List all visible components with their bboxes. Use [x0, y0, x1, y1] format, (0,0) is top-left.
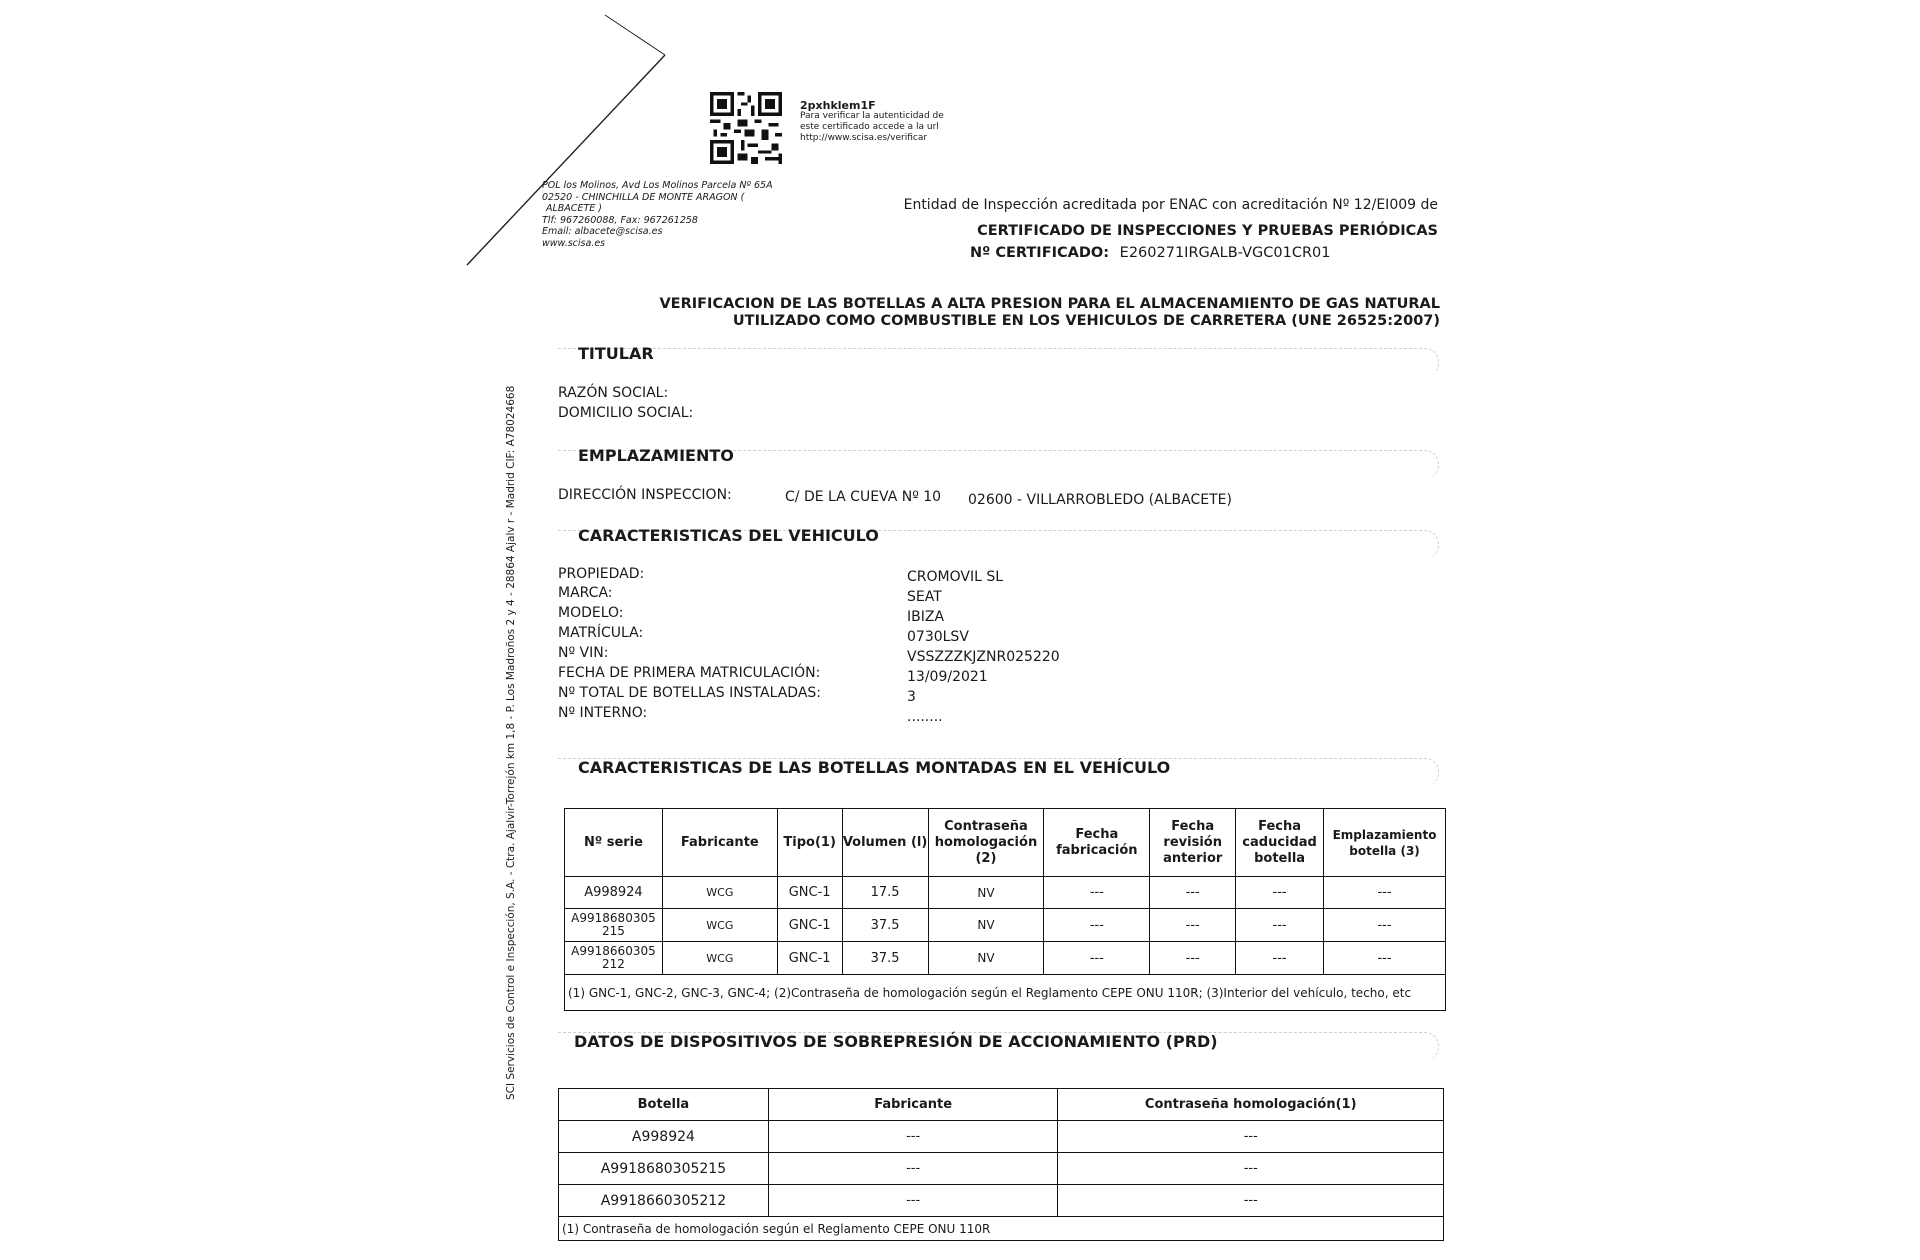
table-note-row — [559, 1217, 1444, 1241]
column-header: Fecha fabricación — [1044, 809, 1150, 877]
table-cell: A9918660305 212 — [565, 942, 663, 975]
table-cell: --- — [1150, 909, 1236, 942]
table-cell: GNC-1 — [777, 877, 842, 909]
table-cell: --- — [1044, 877, 1150, 909]
table-row — [565, 877, 1446, 909]
table-cell: A998924 — [565, 877, 663, 909]
table-cell: A9918680305215 — [559, 1153, 769, 1185]
vehicle-value: VSSZZZKJZNR025220 — [907, 649, 1060, 665]
table-cell: --- — [1324, 877, 1446, 909]
address-website[interactable]: www.scisa.es — [542, 237, 606, 249]
table-row — [565, 909, 1446, 942]
table-row — [559, 1121, 1444, 1153]
certificate-number: E260271IRGALB-VGC01CR01 — [1119, 245, 1331, 261]
vehicle-label: Nº VIN: — [558, 645, 609, 661]
vehicle-label: Nº INTERNO: — [558, 705, 648, 721]
razon-social-label: RAZÓN SOCIAL: — [558, 385, 669, 401]
section-titular-heading: TITULAR — [578, 344, 654, 363]
direccion-street: C/ DE LA CUEVA Nº 10 — [785, 489, 942, 505]
section-emplazamiento-heading: EMPLAZAMIENTO — [578, 446, 734, 465]
document-title — [560, 296, 1440, 330]
vehicle-value: 0730LSV — [907, 629, 969, 645]
vehicle-value: 3 — [907, 689, 916, 705]
prd-table — [558, 1088, 1444, 1241]
vehicle-value: ........ — [907, 709, 943, 725]
table-footnote: (1) GNC-1, GNC-2, GNC-3, GNC-4; (2)Contraseña de homologación según el Reglamento CEPE ONU 110R; (3)Interior del vehículo, techo, etc — [565, 975, 1446, 1011]
vehicle-label: FECHA DE PRIMERA MATRICULACIÓN: — [558, 665, 821, 681]
address-email[interactable]: Email: albacete@scisa.es — [542, 226, 663, 237]
table-cell: --- — [1058, 1185, 1444, 1217]
table-cell: 37.5 — [842, 909, 928, 942]
table-cell: --- — [1150, 942, 1236, 975]
direccion-inspeccion-label: DIRECCIÓN INSPECCION: — [558, 487, 732, 503]
botellas-table — [564, 808, 1446, 1011]
company-side-text: SCI Servicios de Control e Inspección, S.A. - Ctra. Ajalvir-Torrejón km 1,8 - P. Los Madroños 2 y 4 - 28864 Ajalv r - Madrid CIF: A78024668 — [505, 385, 517, 1100]
table-cell: NV — [928, 877, 1044, 909]
section-botellas-heading: CARACTERISTICAS DE LAS BOTELLAS MONTADAS EN EL VEHÍCULO — [578, 758, 1171, 777]
verification-block — [800, 100, 944, 144]
table-cell: --- — [1058, 1121, 1444, 1153]
column-header: Fabricante — [662, 809, 777, 877]
company-address — [542, 180, 773, 249]
address-line: 02520 - CHINCHILLA DE MONTE ARAGON ( — [542, 191, 745, 203]
certificate-number-label: Nº CERTIFICADO: — [970, 245, 1110, 261]
column-header: Contraseña homologación (2) — [928, 809, 1044, 877]
vehicle-value: 13/09/2021 — [907, 669, 988, 685]
table-header-row — [559, 1089, 1444, 1121]
table-cell: --- — [1324, 909, 1446, 942]
table-cell: --- — [768, 1185, 1058, 1217]
column-header: Emplazamiento botella (3) — [1324, 809, 1446, 877]
verification-line: Para verificar la autenticidad de — [800, 111, 944, 121]
column-header: Nº serie — [565, 809, 663, 877]
table-footnote: (1) Contraseña de homologación según el Reglamento CEPE ONU 110R — [559, 1217, 1444, 1241]
table-cell: 37.5 — [842, 942, 928, 975]
vehicle-value: CROMOVIL SL — [907, 569, 1004, 585]
accreditation-text: Entidad de Inspección acreditada por ENAC con acreditación Nº 12/EI009 de — [903, 197, 1438, 213]
table-cell: --- — [1236, 877, 1324, 909]
column-header: Contraseña homologación(1) — [1058, 1089, 1444, 1121]
table-row — [559, 1153, 1444, 1185]
domicilio-social-label: DOMICILIO SOCIAL: — [558, 405, 694, 421]
table-cell: NV — [928, 909, 1044, 942]
vehicle-value: IBIZA — [907, 609, 945, 625]
table-cell: A9918680305 215 — [565, 909, 663, 942]
column-header: Fecha revisión anterior — [1150, 809, 1236, 877]
certificate-type: CERTIFICADO DE INSPECCIONES Y PRUEBAS PERIÓDICAS — [977, 223, 1438, 239]
column-header: Tipo(1) — [777, 809, 842, 877]
column-header: Volumen (l) — [842, 809, 928, 877]
address-phone: Tlf: 967260088, Fax: 967261258 — [542, 214, 698, 226]
table-cell: --- — [1044, 942, 1150, 975]
table-row — [565, 942, 1446, 975]
vehicle-label: Nº TOTAL DE BOTELLAS INSTALADAS: — [558, 685, 822, 701]
table-cell: 17.5 — [842, 877, 928, 909]
table-cell: --- — [1058, 1153, 1444, 1185]
direccion-city: 02600 - VILLARROBLEDO (ALBACETE) — [968, 492, 1232, 508]
table-cell: WCG — [662, 942, 777, 975]
table-cell: --- — [1324, 942, 1446, 975]
table-cell: GNC-1 — [777, 942, 842, 975]
table-cell: --- — [1044, 909, 1150, 942]
table-header-row — [565, 809, 1446, 877]
table-cell: A998924 — [559, 1121, 769, 1153]
vehicle-label: MARCA: — [558, 585, 613, 601]
section-vehiculo-heading: CARACTERISTICAS DEL VEHICULO — [578, 526, 879, 545]
table-row — [559, 1185, 1444, 1217]
certificate-number-row — [970, 245, 1330, 261]
column-header: Fabricante — [768, 1089, 1058, 1121]
table-cell: GNC-1 — [777, 909, 842, 942]
table-cell: --- — [768, 1121, 1058, 1153]
vehicle-label: MATRÍCULA: — [558, 625, 644, 641]
column-header: Botella — [559, 1089, 769, 1121]
section-frame — [558, 348, 1439, 377]
table-cell: WCG — [662, 877, 777, 909]
vehicle-label: MODELO: — [558, 605, 624, 621]
table-note-row — [565, 975, 1446, 1011]
table-cell: --- — [1150, 877, 1236, 909]
verification-line: este certificado accede a la url — [800, 122, 939, 132]
column-header: Fecha caducidad botella — [1236, 809, 1324, 877]
qr-code-icon — [710, 92, 782, 164]
table-cell: A9918660305212 — [559, 1185, 769, 1217]
address-line: ALBACETE ) — [546, 203, 602, 214]
vehicle-label: PROPIEDAD: — [558, 566, 645, 582]
table-cell: NV — [928, 942, 1044, 975]
table-cell: --- — [1236, 942, 1324, 975]
section-prd-heading: DATOS DE DISPOSITIVOS DE SOBREPRESIÓN DE ACCIONAMIENTO (PRD) — [574, 1032, 1218, 1051]
table-cell: --- — [768, 1153, 1058, 1185]
table-cell: WCG — [662, 909, 777, 942]
verification-code: 2pxhklem1F — [800, 99, 876, 112]
verification-url[interactable]: http://www.scisa.es/verificar — [800, 133, 928, 143]
address-line: POL los Molinos, Avd Los Molinos Parcela Nº 65A — [542, 180, 773, 191]
table-cell: --- — [1236, 909, 1324, 942]
vehicle-value: SEAT — [907, 589, 942, 605]
document-title-line: VERIFICACION DE LAS BOTELLAS A ALTA PRESION PARA EL ALMACENAMIENTO DE GAS NATURAL — [659, 296, 1440, 312]
document-title-line: UTILIZADO COMO COMBUSTIBLE EN LOS VEHICULOS DE CARRETERA (UNE 26525:2007) — [732, 313, 1440, 329]
